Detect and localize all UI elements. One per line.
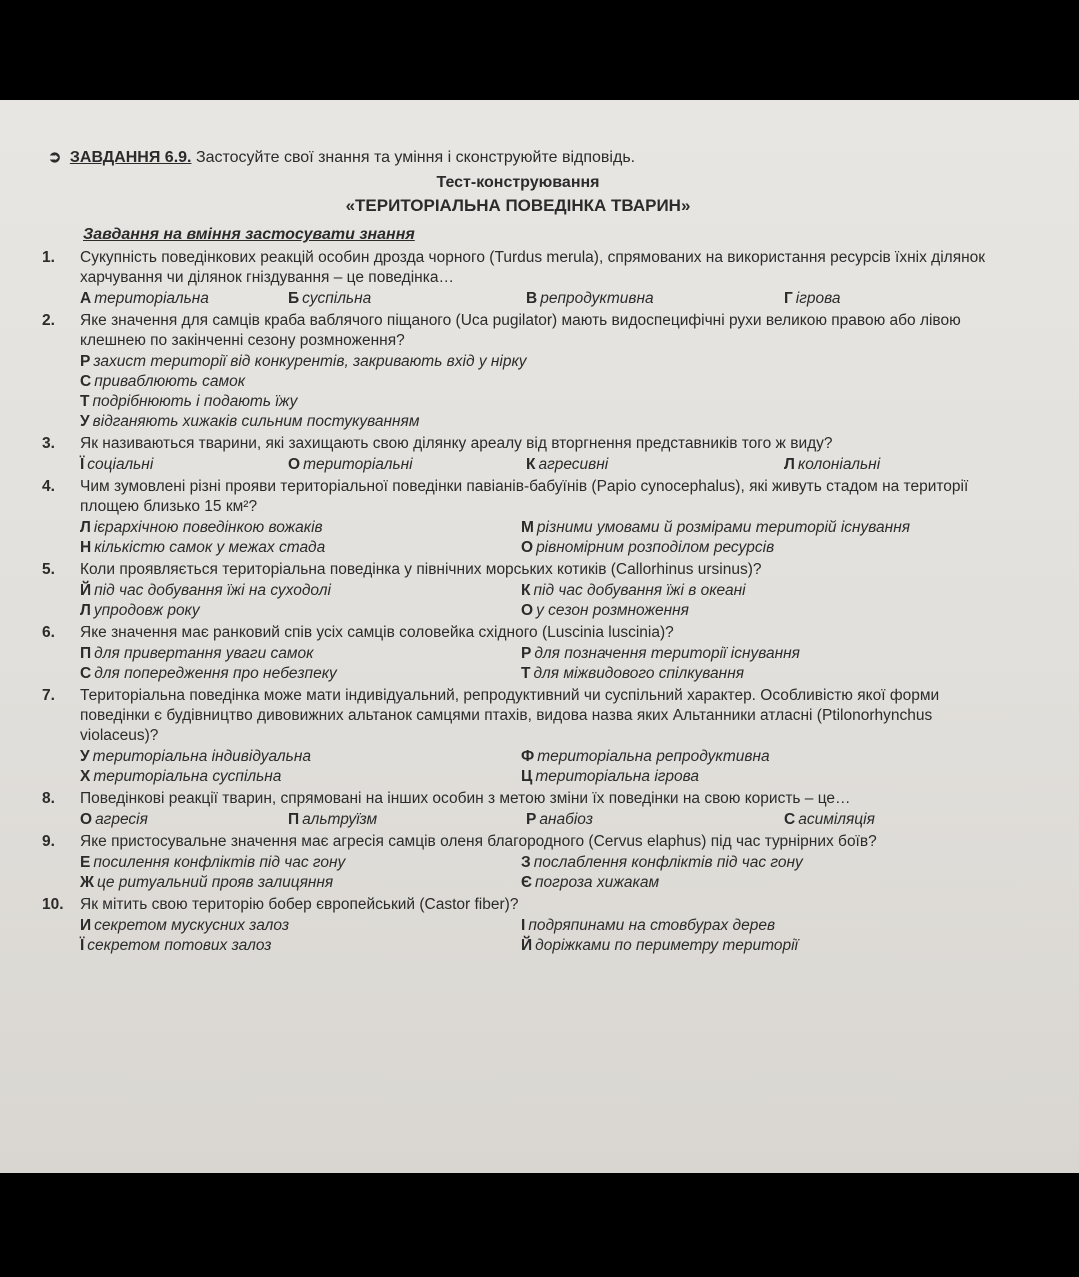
option-text: для привертання уваги самок (94, 645, 314, 662)
option-letter: Р (80, 353, 91, 370)
question-number: 1. (42, 249, 55, 266)
question-2 (38, 311, 998, 432)
question-text: Яке значення для самців краба ваблячого піщаного (Uca pugilator) мають видоспецифічні рухи великою правою або лівою клешнею по закінченні сезону розмноження? (80, 312, 961, 349)
answer-option (80, 581, 513, 601)
answer-option (80, 747, 513, 767)
option-text: у сезон розмноження (536, 602, 689, 619)
question-number: 8. (42, 790, 55, 807)
option-letter: М (521, 519, 534, 536)
answer-option (80, 412, 998, 432)
option-text: секретом мускусних залоз (94, 917, 290, 934)
answer-option (80, 352, 998, 372)
answer-option (80, 936, 513, 956)
question-text: Як називаються тварини, які захищають свою ділянку ареалу від вторгнення представників того ж виду? (80, 435, 833, 452)
option-text: альтруїзм (302, 811, 378, 828)
answer-options (80, 581, 998, 621)
option-text: асиміляція (798, 811, 875, 828)
option-text: посилення конфліктів під час гону (93, 854, 346, 871)
question-text: Сукупність поведінкових реакцій особин дрозда чорного (Turdus merula), спрямованих на використання ресурсів їхніх ділянок харчування чи ділянок гніздування – це поведінка… (80, 249, 986, 286)
question-8 (38, 789, 998, 830)
option-text: для позначення території існування (534, 645, 800, 662)
question-7 (38, 686, 998, 787)
option-text: колоніальні (797, 456, 881, 473)
question-number: 3. (42, 435, 55, 452)
option-text: це ритуальний прояв залицяння (97, 874, 334, 891)
answer-option (80, 372, 998, 392)
option-letter: С (784, 811, 796, 828)
question-text: Коли проявляється територіальна поведінка у північних морських котиків (Callorhinus ursinus)? (80, 561, 762, 578)
answer-option (521, 853, 1008, 873)
option-text: для міжвидового спілкування (533, 665, 745, 682)
option-letter: Х (80, 768, 91, 785)
answer-option (288, 810, 518, 830)
option-text: відганяють хижаків сильним постукуванням (92, 413, 420, 430)
task-heading (48, 148, 998, 168)
answer-option (80, 873, 513, 893)
option-text: упродовж року (93, 602, 200, 619)
option-letter: Є (521, 874, 533, 891)
answer-option (526, 810, 776, 830)
answer-option (80, 601, 513, 621)
option-text: під час добування їжі на суходолі (94, 582, 331, 599)
option-text: погроза хижакам (535, 874, 660, 891)
question-number: 9. (42, 833, 55, 850)
answer-option (521, 538, 1008, 558)
answer-option (521, 873, 1008, 893)
answer-option (526, 455, 776, 475)
answer-options (80, 747, 998, 787)
option-letter: К (526, 456, 536, 473)
option-text: ігрова (795, 290, 841, 307)
option-text: територіальна ігрова (535, 768, 700, 785)
option-letter: Р (521, 645, 532, 662)
option-text: соціальні (87, 456, 154, 473)
option-letter: А (80, 290, 92, 307)
option-letter: О (521, 539, 534, 556)
option-text: агресивні (538, 456, 609, 473)
option-text: суспільна (302, 290, 372, 307)
answer-options (80, 518, 998, 558)
answer-options (80, 289, 998, 309)
page-content (38, 148, 998, 956)
question-number: 6. (42, 624, 55, 641)
question-number: 5. (42, 561, 55, 578)
option-letter: Н (80, 539, 92, 556)
option-text: територіальна репродуктивна (537, 748, 770, 765)
answer-option (521, 767, 1008, 787)
option-letter: С (80, 665, 92, 682)
option-text: різними умовами й розмірами територій існування (536, 519, 911, 536)
option-letter: П (288, 811, 300, 828)
answer-option (521, 664, 1008, 684)
option-text: доріжками по периметру території (535, 937, 799, 954)
option-letter: Р (526, 811, 537, 828)
question-9 (38, 832, 998, 893)
answer-option (521, 581, 1008, 601)
option-letter: Т (80, 393, 90, 410)
answer-options (80, 916, 998, 956)
question-number: 2. (42, 312, 55, 329)
answer-option (521, 601, 1008, 621)
answer-options (80, 810, 998, 830)
option-text: подряпинами на стовбурах дерев (528, 917, 776, 934)
question-text: Територіальна поведінка може мати індивідуальний, репродуктивний чи суспільний характер. Особливістю якої форми поведінки є будівництво дивовижних альтанок самцями птахів, видова назва яких Альтанники атласні (Ptilonorhynchus violaceus)? (80, 687, 940, 744)
option-text: послаблення конфліктів під час гону (533, 854, 803, 871)
answer-options (80, 853, 998, 893)
answer-option (80, 767, 513, 787)
option-letter: Л (80, 602, 91, 619)
answer-options (80, 455, 998, 475)
option-letter: Ц (521, 768, 533, 785)
option-letter: І (521, 917, 526, 934)
option-letter: О (521, 602, 534, 619)
option-text: приваблюють самок (94, 373, 246, 390)
question-number: 10. (42, 896, 64, 913)
option-text: агресія (95, 811, 148, 828)
question-text: Як мітить свою територію бобер європейський (Castor fiber)? (80, 896, 519, 913)
option-text: під час добування їжі в океані (533, 582, 746, 599)
option-letter: Ї (80, 456, 85, 473)
option-text: територіальна індивідуальна (92, 748, 311, 765)
option-letter: О (80, 811, 93, 828)
answer-option (80, 538, 513, 558)
answer-option (80, 518, 513, 538)
option-text: репродуктивна (540, 290, 654, 307)
option-text: анабіоз (539, 811, 593, 828)
option-letter: Е (80, 854, 91, 871)
answer-option (526, 289, 776, 309)
option-text: кількістю самок у межах стада (94, 539, 326, 556)
question-6 (38, 623, 998, 684)
option-letter: З (521, 854, 531, 871)
answer-option (521, 518, 1008, 538)
option-letter: И (80, 917, 92, 934)
option-text: подрібнюють і подають їжу (92, 393, 298, 410)
test-topic: «ТЕРИТОРІАЛЬНА ПОВЕДІНКА ТВАРИН» (345, 196, 691, 215)
question-5 (38, 560, 998, 621)
option-letter: Г (784, 290, 793, 307)
answer-options (80, 644, 998, 684)
question-1 (38, 248, 998, 309)
option-letter: Б (288, 290, 300, 307)
answer-option (521, 644, 1008, 664)
question-text: Яке значення має ранковий спів усіх самців соловейка східного (Luscinia luscinia)? (80, 624, 674, 641)
question-3 (38, 434, 998, 475)
answer-option (521, 747, 1008, 767)
answer-option (288, 289, 518, 309)
option-letter: Ї (80, 937, 85, 954)
section-heading: Завдання на вміння застосувати знання (83, 226, 415, 243)
answer-option (784, 455, 1024, 475)
answer-option (80, 916, 513, 936)
answer-options (80, 352, 998, 432)
answer-option (80, 455, 280, 475)
option-letter: Ж (80, 874, 95, 891)
answer-option (784, 810, 1024, 830)
answer-option (80, 392, 998, 412)
option-text: територіальні (303, 456, 413, 473)
answer-option (80, 644, 513, 664)
option-letter: У (80, 748, 90, 765)
option-letter: К (521, 582, 531, 599)
answer-option (80, 664, 513, 684)
option-letter: В (526, 290, 538, 307)
option-letter: О (288, 456, 301, 473)
option-letter: Й (521, 937, 533, 954)
question-4 (38, 477, 998, 558)
questions-list (38, 248, 998, 956)
question-text: Яке пристосувальне значення має агресія самців оленя благородного (Cervus elaphus) під час турнірних боїв? (80, 833, 877, 850)
answer-option (784, 289, 1024, 309)
question-number: 4. (42, 478, 55, 495)
option-text: рівномірним розподілом ресурсів (536, 539, 775, 556)
option-letter: П (80, 645, 92, 662)
answer-option (288, 455, 518, 475)
test-title: Тест-конструювання (436, 174, 600, 191)
option-text: захист території від конкурентів, закривають вхід у нірку (93, 353, 527, 370)
page-sheet (0, 100, 1079, 1173)
option-letter: Л (784, 456, 795, 473)
answer-option (521, 916, 1008, 936)
option-text: для попередження про небезпеку (94, 665, 337, 682)
answer-option (521, 936, 1008, 956)
option-letter: Л (80, 519, 91, 536)
option-letter: Ф (521, 748, 535, 765)
option-text: територіальна (94, 290, 209, 307)
question-text: Чим зумовлені різні прояви територіальної поведінки павіанів-бабуїнів (Papio cynocephalus), які живуть стадом на території площею близько 15 км²? (80, 478, 969, 515)
task-text: Застосуйте свої знання та уміння і сконструюйте відповідь. (195, 149, 636, 166)
answer-option (80, 810, 280, 830)
task-ref: ЗАВДАННЯ 6.9. (69, 149, 192, 166)
option-letter: Т (521, 665, 531, 682)
option-text: секретом потових залоз (87, 937, 272, 954)
answer-option (80, 853, 513, 873)
answer-option (80, 289, 280, 309)
question-number: 7. (42, 687, 55, 704)
option-text: територіальна суспільна (93, 768, 282, 785)
question-text: Поведінкові реакції тварин, спрямовані на інших особин з метою зміни їх поведінки на свою користь – це… (80, 790, 851, 807)
question-10 (38, 895, 998, 956)
arrow-icon: ➲ (48, 149, 62, 166)
option-letter: Й (80, 582, 92, 599)
option-letter: У (80, 413, 90, 430)
option-letter: С (80, 373, 92, 390)
option-text: ієрархічною поведінкою вожаків (93, 519, 323, 536)
